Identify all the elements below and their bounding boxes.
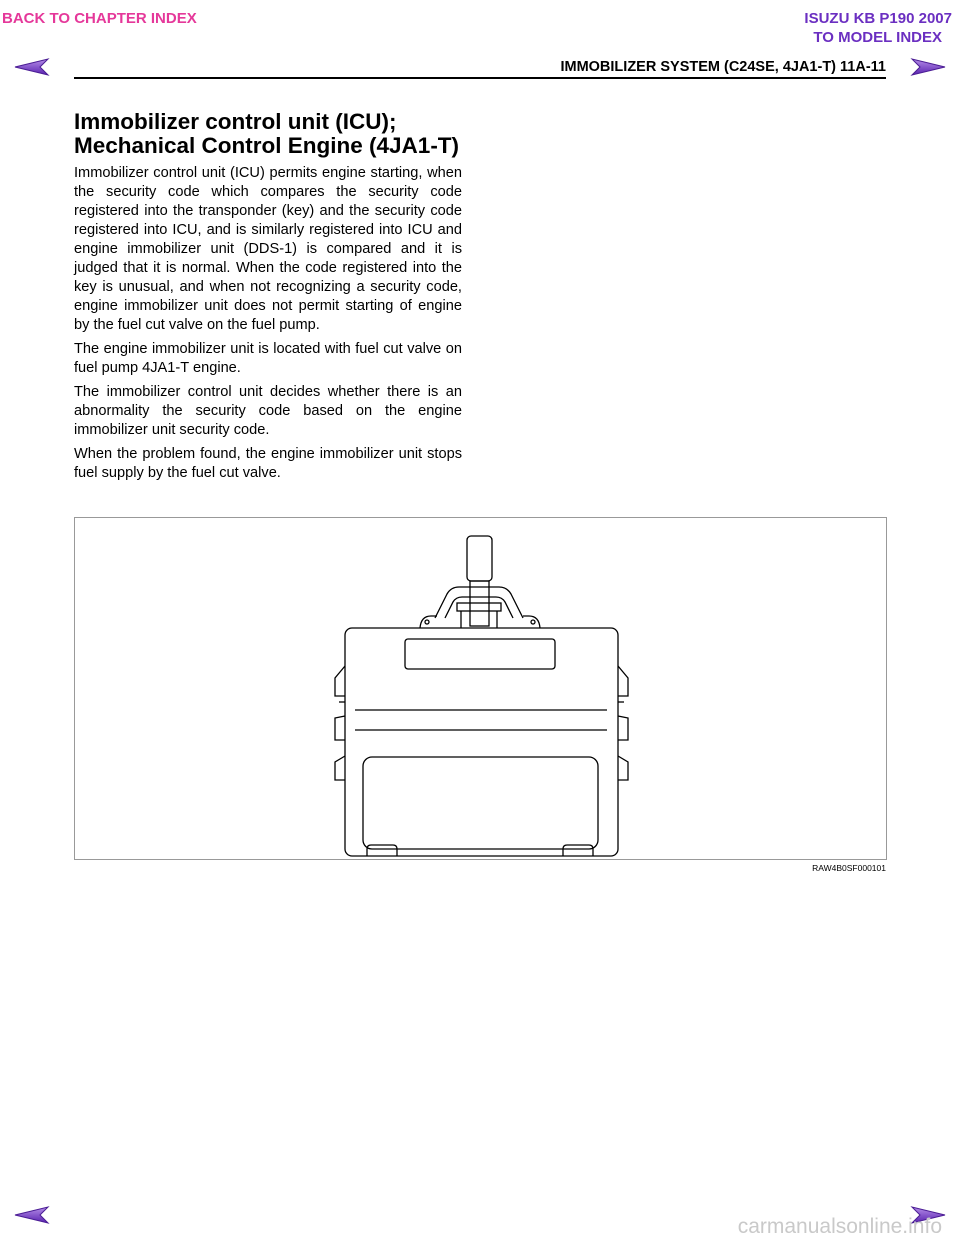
prev-page-arrow-icon[interactable] [14, 1206, 50, 1224]
icu-illustration-frame [74, 517, 887, 860]
site-watermark: carmanualsonline.info [737, 1215, 942, 1238]
paragraph: Immobilizer control unit (ICU) permits engine starting, when the security code which compares the security code registered into the transponder (key) and the security code registered into ICU, and is similarly registered into ICU and engine immobilizer unit (DDS-1) is compared and it is judged that it is normal. When the code registered into the key is unusual, and when not recognizing a security code, engine immobilizer unit does not permit starting of engine by the fuel cut valve on the fuel pump. [74, 165, 462, 333]
paragraph: The immobilizer control unit decides whether there is an abnormality the security code based on the engine immobilizer unit security code. [74, 384, 462, 438]
to-model-index-link[interactable]: TO MODEL INDEX [813, 29, 942, 46]
page-header-title: IMMOBILIZER SYSTEM (C24SE, 4JA1-T) 11A-11 [560, 59, 886, 75]
model-title: ISUZU KB P190 2007 [804, 10, 952, 27]
paragraph: The engine immobilizer unit is located with fuel cut valve on fuel pump 4JA1-T engine. [74, 341, 462, 376]
icu-unit-illustration [75, 518, 886, 859]
header-divider [74, 77, 886, 79]
figure-caption: RAW4B0SF000101 [812, 863, 886, 873]
section-title-line1: Immobilizer control unit (ICU); [74, 109, 397, 134]
paragraph: When the problem found, the engine immobilizer unit stops fuel supply by the fuel cut valve. [74, 446, 462, 481]
section-title [74, 110, 544, 158]
next-page-arrow-icon[interactable] [910, 58, 946, 76]
section-title-line2: Mechanical Control Engine (4JA1-T) [74, 133, 460, 158]
back-to-chapter-index-link[interactable]: BACK TO CHAPTER INDEX [2, 10, 197, 27]
section-body [74, 164, 462, 488]
prev-page-arrow-icon[interactable] [14, 58, 50, 76]
